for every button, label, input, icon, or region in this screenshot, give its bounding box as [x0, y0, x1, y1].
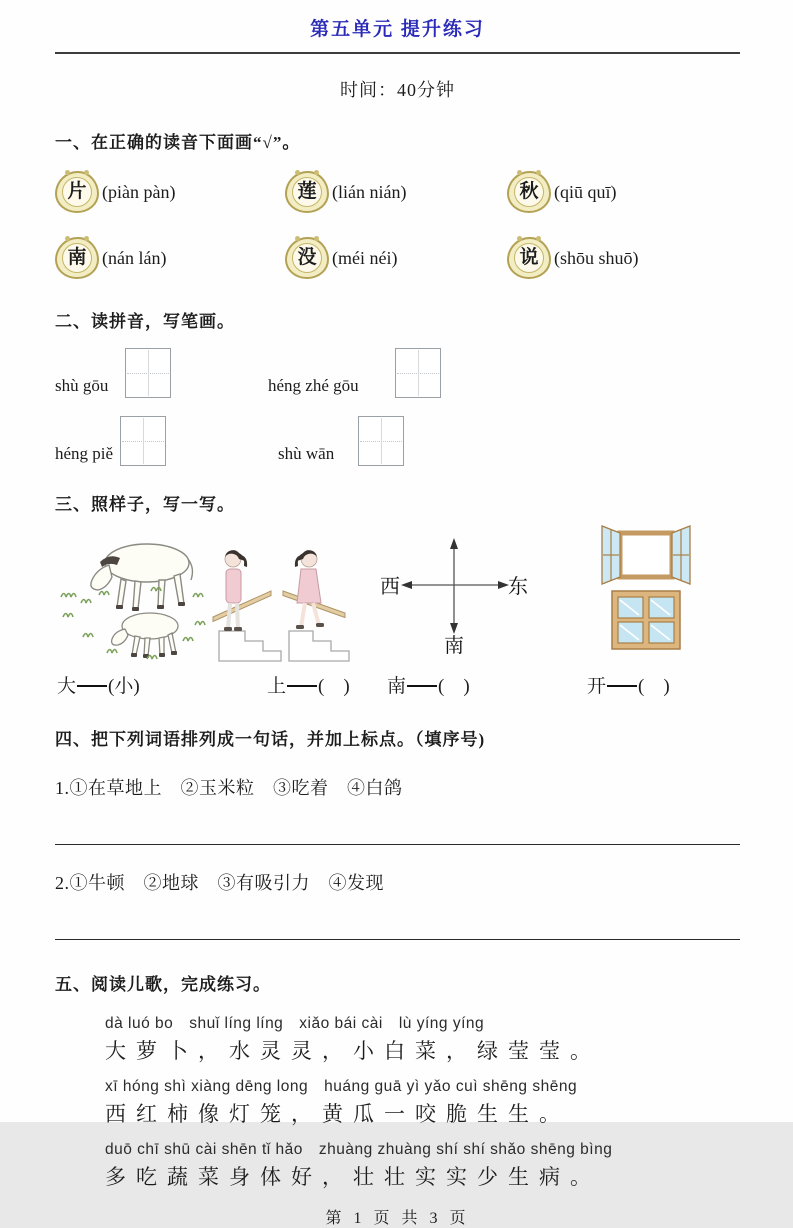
- antonym-pair: [57, 671, 140, 698]
- page-title: 第五单元 提升练习: [310, 19, 485, 40]
- dash-line: [607, 685, 637, 687]
- answer-blank-line: [55, 939, 740, 940]
- answer-blank-line: [55, 844, 740, 845]
- compass-label-east: 东: [508, 576, 528, 598]
- rhyme-pinyin-line: dà luó bo shuǐ líng líng xiǎo bái cài lù yíng yíng: [105, 1015, 485, 1032]
- stroke-writing-box: [358, 416, 404, 466]
- sheep-figure: [112, 613, 178, 656]
- pair-prompt: 南: [387, 676, 407, 697]
- character-badge-icon: [507, 237, 551, 279]
- character-badge-icon: [285, 171, 329, 213]
- compass-arrowheads: [401, 538, 509, 634]
- section-5-heading: 五、阅读儿歌，完成练习。: [55, 975, 271, 994]
- rhyme-pinyin-line: xī hóng shì xiàng dēng long huáng guā yì yǎo cuì shēng shēng: [105, 1078, 578, 1095]
- pronunciation-item: [507, 233, 740, 283]
- pair-prompt: 大: [57, 676, 77, 697]
- girl-going-up: [213, 550, 281, 661]
- dash-line: [407, 685, 437, 687]
- page-number: 第 1 页 共 3 页: [325, 1210, 470, 1227]
- girls-on-stairs-illustration: [213, 523, 355, 663]
- pronunciation-item: [285, 167, 507, 217]
- pair-answer-blank: ( ): [438, 676, 470, 697]
- compass-illustration: [378, 535, 530, 655]
- pair-prompt: 上: [267, 676, 287, 697]
- antonym-pair: [587, 671, 670, 698]
- stroke-pinyin: héng zhé gōu: [268, 376, 359, 395]
- pinyin-options: (méi néi): [332, 247, 398, 268]
- pronunciation-grid: [55, 167, 740, 283]
- pinyin-options: (lián nián): [332, 181, 407, 202]
- stroke-pinyin: shù wān: [278, 444, 335, 463]
- open-window: [602, 526, 690, 584]
- pair-answer: (小): [108, 676, 140, 697]
- antonym-pair: [267, 671, 350, 698]
- word-ordering-item: 2.①牛顿 ②地球 ③有吸引力 ④发现: [55, 873, 384, 893]
- antonym-answer-row: [55, 671, 740, 701]
- section-2-heading: 二、读拼音，写笔画。: [55, 312, 235, 331]
- pinyin-options: (nán lán): [102, 247, 167, 268]
- dash-line: [77, 685, 107, 687]
- stroke-row: [55, 348, 740, 400]
- closed-window: [612, 591, 680, 649]
- pair-prompt: 开: [587, 676, 607, 697]
- badge-character: 南: [62, 243, 92, 273]
- rhyme-hanzi-line: 西红柿像灯笼，黄瓜一咬脆生生。: [105, 1102, 570, 1126]
- pronunciation-item: [285, 233, 507, 283]
- word-ordering-item: 1.①在草地上 ②玉米粒 ③吃着 ④白鸽: [55, 778, 403, 798]
- pair-answer-blank: ( ): [318, 676, 350, 697]
- title-divider: [55, 52, 740, 54]
- cow-figure: [91, 544, 193, 609]
- time-limit: 时间：40分钟: [340, 80, 455, 100]
- badge-character: 秋: [514, 177, 544, 207]
- character-badge-icon: [55, 171, 99, 213]
- badge-character: 说: [514, 243, 544, 273]
- compass-label-west: 西: [380, 576, 400, 598]
- section-4-heading: 四、把下列词语排列成一句话，并加上标点。（填序号): [55, 730, 486, 749]
- section-1-heading: 一、在正确的读音下面画“√”。: [55, 133, 301, 152]
- pronunciation-item: [507, 167, 740, 217]
- badge-character: 没: [292, 243, 322, 273]
- rhyme-hanzi-line: 多吃蔬菜身体好，壮壮实实少生病。: [105, 1165, 601, 1189]
- girl-going-down: [283, 550, 349, 661]
- compass-label-south: 南: [444, 635, 464, 657]
- pinyin-options: (piàn pàn): [102, 181, 176, 202]
- rhyme-pinyin-line: duō chī shū cài shēn tǐ hǎo zhuàng zhuàng shí shí shǎo shēng bìng: [105, 1141, 613, 1158]
- dash-line: [287, 685, 317, 687]
- example-figures: [55, 523, 740, 661]
- stroke-pinyin: shù gōu: [55, 376, 109, 395]
- stroke-writing-box: [125, 348, 171, 398]
- sheep-hooves: [131, 651, 177, 658]
- stroke-writing-box: [120, 416, 166, 466]
- pinyin-options: (shōu shuō): [554, 247, 639, 268]
- compass-axes: [408, 545, 502, 627]
- stroke-pinyin: héng piě: [55, 444, 114, 463]
- stroke-writing-box: [395, 348, 441, 398]
- stroke-row: [55, 416, 740, 468]
- cow-hooves: [116, 602, 185, 611]
- antonym-pair: [387, 671, 470, 698]
- cow-and-sheep-illustration: [55, 525, 213, 661]
- nursery-rhyme: [105, 1011, 740, 1191]
- character-badge-icon: [285, 237, 329, 279]
- pinyin-options: (qiū quī): [554, 181, 617, 202]
- pronunciation-item: [55, 233, 285, 283]
- rhyme-hanzi-line: 大萝卜，水灵灵，小白菜，绿莹莹。: [105, 1039, 601, 1063]
- badge-character: 片: [62, 177, 92, 207]
- pair-answer-blank: ( ): [638, 676, 670, 697]
- character-badge-icon: [507, 171, 551, 213]
- section-3-heading: 三、照样子，写一写。: [55, 495, 235, 514]
- windows-illustration: [593, 525, 699, 651]
- pronunciation-item: [55, 167, 285, 217]
- badge-character: 莲: [292, 177, 322, 207]
- character-badge-icon: [55, 237, 99, 279]
